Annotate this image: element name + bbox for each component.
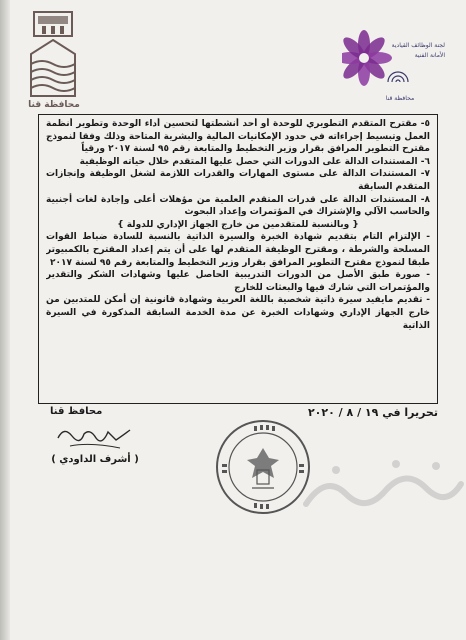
handwritten-signature-icon [50, 418, 140, 454]
external-requirement-1: - الإلتزام التام بتقديم شهادة الخبرة والسيرة الذاتية بالنسبة للسادة ضباط القوات المسلحة والشرطة ، ومقترح الوظيفة المتقدم لها على أن يتم إعداد المقترح بالكمبيوتر طبقا لنموذج مقترح التطوير المرافق بقرار وزير التخطيط والمتابعة رقم ٩٥ لسنة ٢٠١٧ [46, 232, 430, 268]
requirements-text [46, 118, 430, 402]
scan-edge [0, 0, 10, 640]
left-logo-caption: محافظة قنا [28, 100, 80, 110]
external-requirement-2: - صورة طبق الأصل من الدورات التدريبية الحاصل عليها وشهادات الشكر والتقدير والمؤتمرات التي شارك فيها والبعثات للخارج [46, 270, 430, 293]
right-logo-caption-line1: لجنة الوظائف القيادية [391, 42, 445, 49]
requirement-item-6: ٦- المستندات الدالة على الدورات التي حصل عليها المتقدم خلال حياته الوظيفية [79, 156, 430, 167]
right-logo-caption-line2: الأمانة الفنية [414, 52, 445, 59]
requirement-item-8: ٨- المستندات الدالة على قدرات المتقدم العلمية من مؤهلات أعلى وإجادة لغات أجنبية والحاسب الآلي والإشتراك في المؤتمرات وإعداد البحوث [46, 194, 430, 218]
qena-governorate-logo-icon [20, 6, 86, 106]
requirement-item-5: ٥- مقترح المتقدم التطويري للوحدة أو أحد أنشطتها لتحسين أداء الوحدة وتطوير أنظمة العمل وتبسيط إجراءاته في حدود الإمكانيات المالية والبشرية المتاحة وذلك وفقا لنموذج مقترح التطوير المرافق بقرار وزير التخطيط والمتابعة رقم ٩٥ لسنة ٢٠١٧ ورقياً [46, 119, 430, 155]
governor-label: محافظ قنا [50, 406, 103, 417]
requirement-item-7: ٧- المستندات الدالة على مستوى المهارات والقدرات اللازمة لشغل الوظيفة وإنجازات المتقدم السابقة [46, 169, 430, 192]
qena-watermark-icon [296, 444, 466, 520]
external-applicants-heading: { وبالنسبة للمتقدمين من خارج الجهاز الإداري للدولة } [117, 219, 359, 230]
issue-date: تحريرا في ١٩ / ٨ / ٢٠٢٠ [307, 406, 438, 419]
right-logo-caption-line3: محافظة قنا [385, 95, 415, 102]
external-requirement-3: - تقديم مايفيد سيرة ذاتية شخصية باللغة العربية وشهادة قانونية إن أمكن للمتدبين من خارج الجهاز الإداري وشهادات الخبرة عن مدة الخدمة السابقة المذكورة في السيرة الذاتية [46, 295, 430, 331]
signer-name: ( أشرف الداودي ) [51, 454, 139, 465]
